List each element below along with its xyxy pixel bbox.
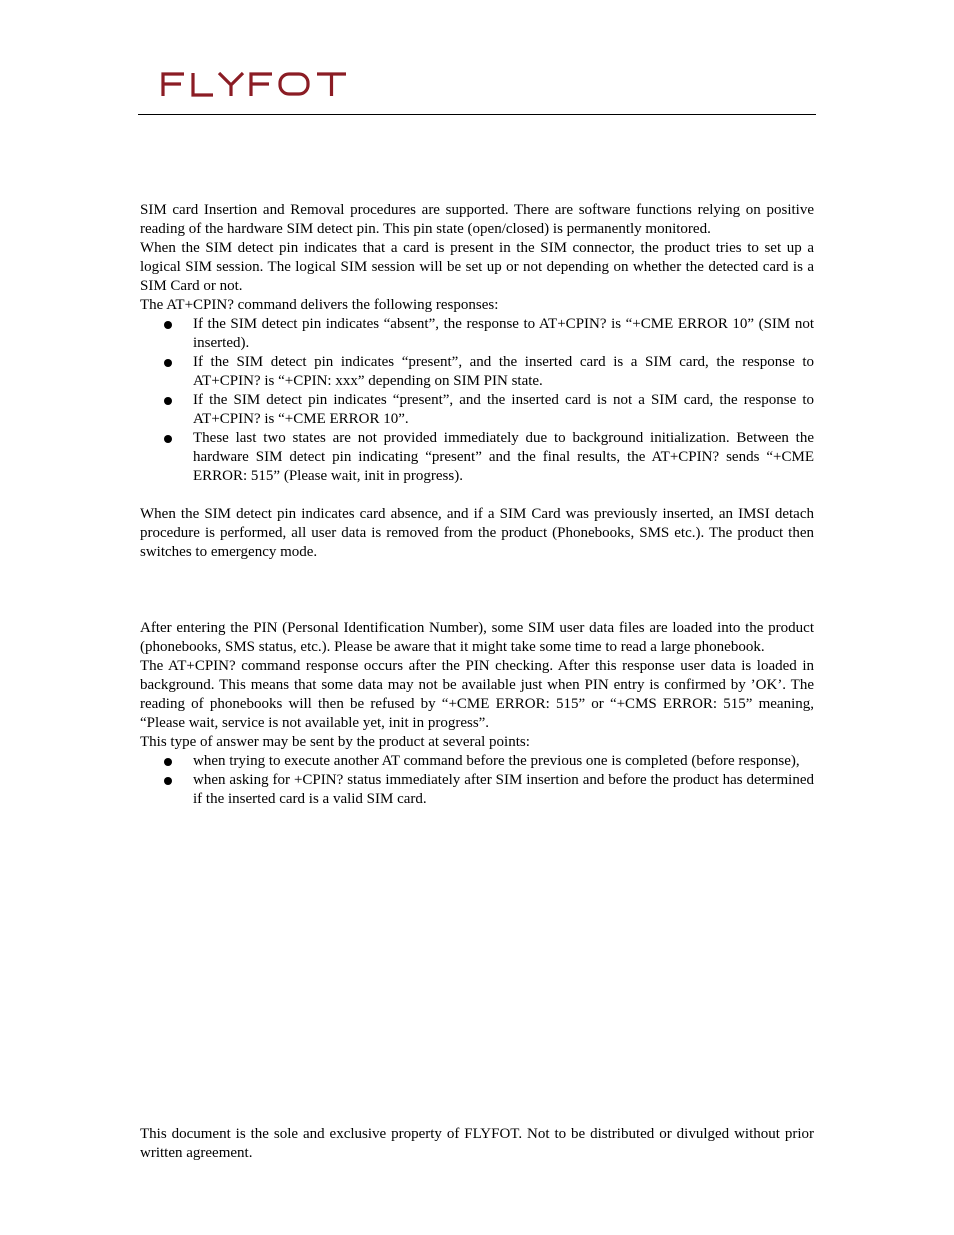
list-item: when trying to execute another AT command before the previous one is completed (before response), [140,752,814,771]
list-item: These last two states are not provided immediately due to background initialization. Between the hardware SIM detect pin indicating “present” and the final results, the AT+CPIN? sends “+CME ERROR: 515” (Please wait, init in progress). [140,429,814,486]
paragraph: When the SIM detect pin indicates card absence, and if a SIM Card was previously inserted, an IMSI detach procedure is performed, all user data is removed from the product (Phonebooks, SMS etc.). The product then switches to emergency mode. [140,506,814,560]
bullet-list [140,752,814,809]
paragraph: The AT+CPIN? command delivers the following responses: [140,297,499,313]
bullet-icon [164,359,172,367]
paragraph: After entering the PIN (Personal Identification Number), some SIM user data files are loaded into the product (phonebooks, SMS status, etc.). Please be aware that it might take some time to read a large phonebook. [140,620,814,655]
document-body [140,201,814,809]
bullet-icon [164,758,172,766]
list-item: If the SIM detect pin indicates “present”, and the inserted card is a SIM card, the response to AT+CPIN? is “+CPIN: xxx” depending on SIM PIN state. [140,353,814,391]
flyfot-logo [160,70,348,98]
bullet-icon [164,397,172,405]
header-rule [138,114,816,115]
paragraph: The AT+CPIN? command response occurs after the PIN checking. After this response user data is loaded in background. This means that some data may not be available just when PIN entry is confirmed by ’OK’. The reading of phonebooks will then be refused by “+CME ERROR: 515” or “+CMS ERROR: 515” meaning, “Please wait, service is not available yet, init in progress”. [140,658,814,731]
bullet-icon [164,435,172,443]
bullet-icon [164,321,172,329]
list-item: when asking for +CPIN? status immediately after SIM insertion and before the product has determined if the inserted card is a valid SIM card. [140,771,814,809]
footer-notice: This document is the sole and exclusive property of FLYFOT. Not to be distributed or divulged without prior written agreement. [140,1126,814,1161]
paragraph: This type of answer may be sent by the product at several points: [140,734,530,750]
list-item: If the SIM detect pin indicates “absent”, the response to AT+CPIN? is “+CME ERROR 10” (SIM not inserted). [140,315,814,353]
paragraph: SIM card Insertion and Removal procedures are supported. There are software functions relying on positive reading of the hardware SIM detect pin. This pin state (open/closed) is permanently monitored. [140,202,814,237]
bullet-icon [164,777,172,785]
bullet-list [140,315,814,486]
list-item: If the SIM detect pin indicates “present”, and the inserted card is not a SIM card, the response to AT+CPIN? is “+CME ERROR 10”. [140,391,814,429]
paragraph: When the SIM detect pin indicates that a card is present in the SIM connector, the product tries to set up a logical SIM session. The logical SIM session will be set up or not depending on whether the detected card is a SIM Card or not. [140,240,814,294]
